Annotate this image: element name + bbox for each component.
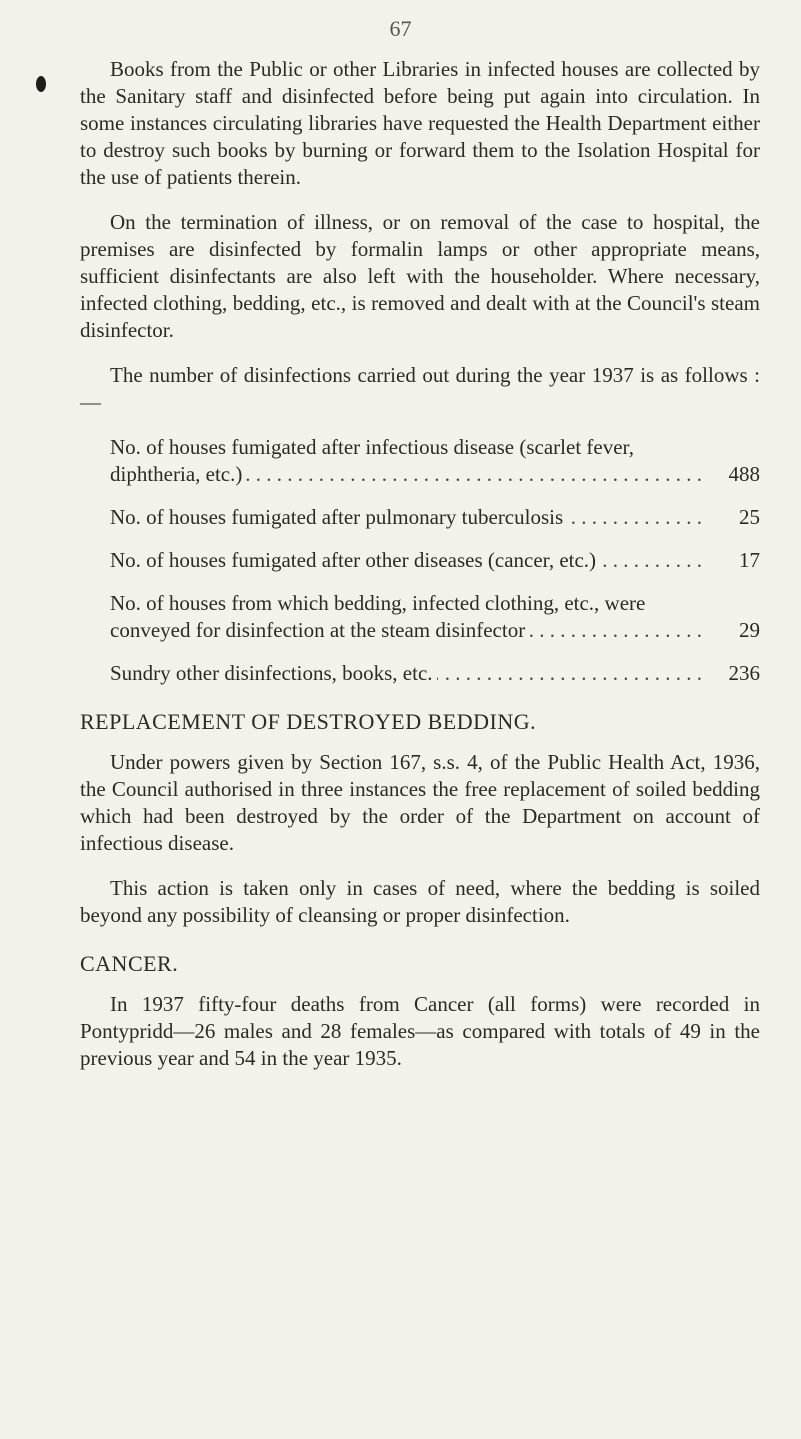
list-item-value: 29 — [739, 618, 760, 642]
list-item-value: 236 — [728, 661, 760, 685]
section-heading-cancer: CANCER. — [80, 951, 179, 976]
intro-paragraph-premises: On the termination of illness, or on removal of the case to hospital, the premises are disinfected by formalin lamps or other appropriate means, sufficient disinfectants are also left with the householder. Where necessary, infected clothing, bedding, etc., is removed and dealt with at the Council's steam disinfector. — [80, 210, 760, 342]
cancer-paragraph: In 1937 fifty-four deaths from Cancer (all forms) were recorded in Pontypridd—26 males and 28 females—as compared with totals of 49 in the previous year and 54 in the year 1935. — [80, 992, 760, 1070]
list-item — [110, 590, 760, 644]
list-item — [110, 434, 760, 488]
list-item-label: No. of houses fumigated after pulmonary tuberculosis — [110, 505, 567, 529]
list-item-label: No. of houses fumigated after infectious disease (scarlet fever, diphtheria, etc.) — [110, 435, 634, 486]
bedding-paragraph: This action is taken only in cases of need, where the bedding is soiled beyond any possibility of cleansing or proper disinfection. — [80, 876, 760, 927]
page-content — [80, 56, 760, 1072]
list-item-value: 488 — [728, 462, 760, 486]
list-item-label: Sundry other disinfections, books, etc. — [110, 661, 437, 685]
ink-blot-mark — [36, 76, 46, 92]
list-item — [110, 547, 760, 574]
intro-paragraph-books: Books from the Public or other Libraries in infected houses are collected by the Sanitary staff and disinfected before being put again into circulation. In some instances circulating libraries have requested the Health Department either to destroy such books by burning or forward them to the Isolation Hospital for the use of patients therein. — [80, 57, 760, 189]
list-item-value: 25 — [739, 505, 760, 529]
section-heading-bedding: REPLACEMENT OF DESTROYED BEDDING. — [80, 709, 537, 734]
bedding-paragraph: Under powers given by Section 167, s.s. 4, of the Public Health Act, 1936, the Council authorised in three instances the free replacement of soiled bedding which had been destroyed by the order of the Department on account of infectious disease. — [80, 750, 760, 855]
disinfection-list — [110, 434, 760, 687]
list-item-value: 17 — [739, 548, 760, 572]
list-item — [110, 660, 760, 687]
page-number: 67 — [389, 16, 412, 41]
list-item — [110, 504, 760, 531]
list-item-label: No. of houses from which bedding, infected clothing, etc., were conveyed for disinfection at the steam disinfector — [110, 591, 646, 642]
intro-paragraph-count: The number of disinfections carried out during the year 1937 is as follows :— — [80, 363, 760, 414]
list-item-label: No. of houses fumigated after other diseases (cancer, etc.) — [110, 548, 600, 572]
